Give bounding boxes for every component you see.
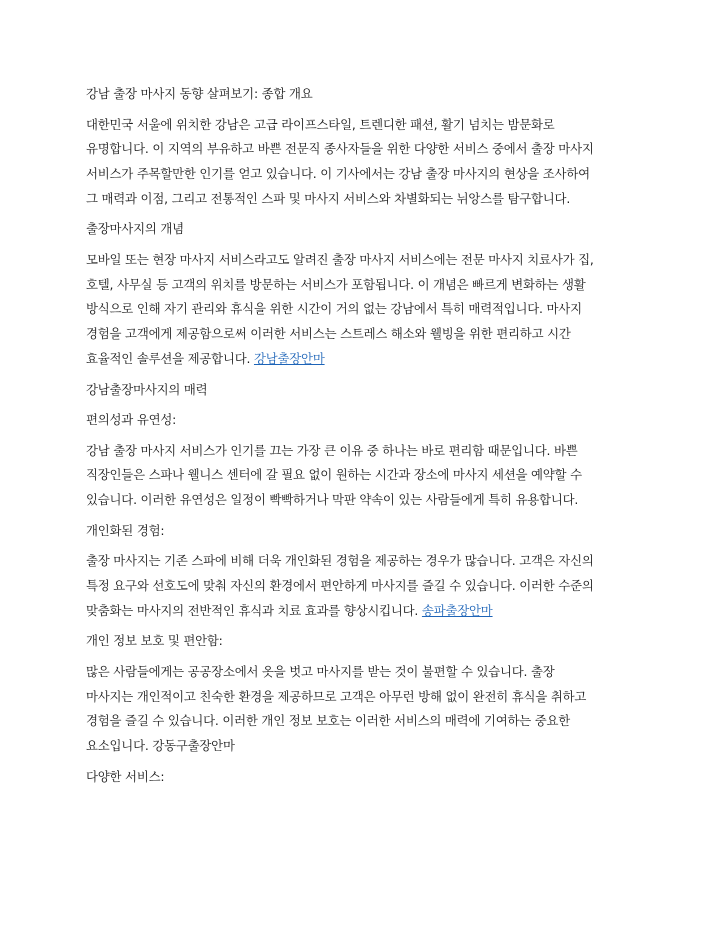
intro-line: 서비스가 주목할만한 인기를 얻고 있습니다. 이 기사에서는 강남 출장 마사지의 현상을 조사하여 xyxy=(86,166,590,182)
concept-last-text: 효율적인 솔루션을 제공합니다. xyxy=(86,351,251,367)
privacy-heading: 개인 정보 보호 및 편안함: xyxy=(86,633,223,649)
personal-heading-block xyxy=(86,523,646,539)
document-title-block xyxy=(86,86,646,102)
concept-line-last xyxy=(86,351,646,367)
appeal-heading: 강남출장마사지의 매력 xyxy=(86,381,208,397)
privacy-line: 요소입니다. 강동구출장안마 xyxy=(86,738,235,754)
convenience-heading: 편의성과 유연성: xyxy=(86,412,177,428)
privacy-line: 많은 사람들에게는 공공장소에서 옷을 벗고 마사지를 받는 것이 불편할 수 있습니다. 출장 xyxy=(86,663,555,679)
personal-heading: 개인화된 경험: xyxy=(86,522,165,538)
concept-heading: 출장마사지의 개념 xyxy=(86,221,184,237)
personal-paragraph xyxy=(86,553,646,619)
convenience-paragraph xyxy=(86,443,646,509)
convenience-line: 강남 출장 마사지 서비스가 인기를 끄는 가장 큰 이유 중 하나는 바로 편리함 때문입니다. 바쁜 xyxy=(86,442,578,458)
convenience-line: 직장인들은 스파나 웰니스 센터에 갈 필요 없이 원하는 시간과 장소에 마사지 세션을 예약할 수 xyxy=(86,467,582,483)
concept-line: 모바일 또는 현장 마사지 서비스라고도 알려진 출장 마사지 서비스에는 전문 마사지 치료사가 집, xyxy=(86,251,594,267)
intro-line: 그 매력과 이점, 그리고 전통적인 스파 및 마사지 서비스와 차별화되는 뉘앙스를 탐구합니다. xyxy=(86,190,571,206)
concept-heading-block xyxy=(86,221,646,237)
personal-line-last xyxy=(86,603,646,619)
privacy-line: 마사지는 개인적이고 친숙한 환경을 제공하므로 고객은 아무런 방해 없이 완전히 휴식을 취하고 xyxy=(86,688,587,704)
concept-line: 호텔, 사무실 등 고객의 위치를 방문하는 서비스가 포함됩니다. 이 개념은 빠르게 변화하는 생활 xyxy=(86,276,586,292)
services-heading: 다양한 서비스: xyxy=(86,768,165,784)
privacy-heading-block xyxy=(86,633,646,649)
gangnam-massage-link[interactable]: 강남출장안마 xyxy=(253,351,325,367)
privacy-paragraph xyxy=(86,664,646,754)
document-title: 강남 출장 마사지 동향 살펴보기: 종합 개요 xyxy=(86,86,313,101)
personal-line: 특정 요구와 선호도에 맞춰 자신의 환경에서 편안하게 마사지를 즐길 수 있습니다. 이러한 수준의 xyxy=(86,577,594,593)
document-body xyxy=(86,86,646,799)
intro-line: 유명합니다. 이 지역의 부유하고 바쁜 전문직 종사자들을 위한 다양한 서비스 중에서 출장 마사지 xyxy=(86,141,594,157)
intro-line: 대한민국 서울에 위치한 강남은 고급 라이프스타일, 트렌디한 패션, 활기 넘치는 밤문화로 xyxy=(86,116,555,132)
personal-line: 출장 마사지는 기존 스파에 비해 더욱 개인화된 경험을 제공하는 경우가 많습니다. 고객은 자신의 xyxy=(86,553,594,569)
services-heading-block xyxy=(86,769,646,785)
convenience-line: 있습니다. 이러한 유연성은 일정이 빡빡하거나 막판 약속이 있는 사람들에게 특히 유용합니다. xyxy=(86,492,579,508)
concept-line: 방식으로 인해 자기 관리와 휴식을 위한 시간이 거의 없는 강남에서 특히 매력적입니다. 마사지 xyxy=(86,301,582,317)
personal-last-text: 맞춤화는 마사지의 전반적인 휴식과 치료 효과를 향상시킵니다. xyxy=(86,602,419,618)
appeal-heading-block xyxy=(86,382,646,398)
convenience-heading-block xyxy=(86,412,646,428)
concept-line: 경험을 고객에게 제공함으로써 이러한 서비스는 스트레스 해소와 웰빙을 위한 편리하고 시간 xyxy=(86,326,571,342)
songpa-massage-link[interactable]: 송파출장안마 xyxy=(421,602,493,618)
concept-paragraph xyxy=(86,252,646,367)
privacy-line: 경험을 즐길 수 있습니다. 이러한 개인 정보 보호는 이러한 서비스의 매력에 기여하는 중요한 xyxy=(86,713,571,729)
intro-paragraph xyxy=(86,117,646,207)
